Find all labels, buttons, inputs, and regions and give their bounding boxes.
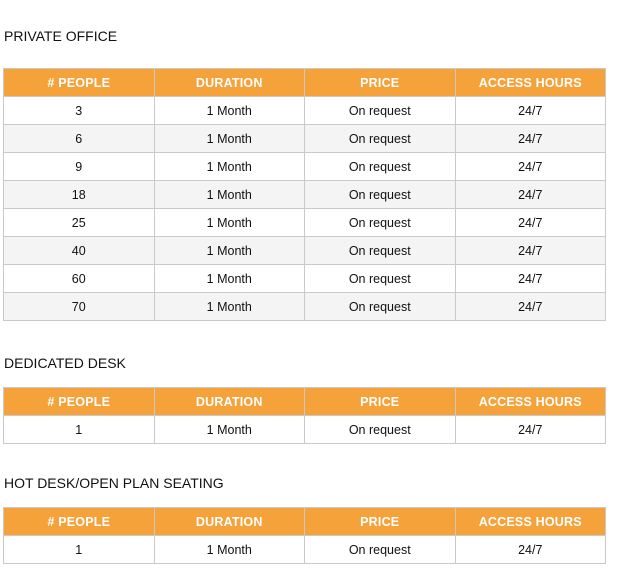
header-access-hours: ACCESS HOURS	[455, 388, 606, 416]
cell-price: On request	[305, 97, 456, 125]
cell-price: On request	[305, 237, 456, 265]
header-access-hours: ACCESS HOURS	[455, 508, 606, 536]
cell-people: 1	[4, 536, 155, 564]
cell-access-hours: 24/7	[455, 416, 606, 444]
cell-duration: 1 Month	[154, 181, 305, 209]
cell-price: On request	[305, 293, 456, 321]
table-header-row	[4, 69, 606, 97]
cell-price: On request	[305, 125, 456, 153]
cell-access-hours: 24/7	[455, 237, 606, 265]
cell-access-hours: 24/7	[455, 293, 606, 321]
header-duration: DURATION	[154, 388, 305, 416]
table-row	[4, 153, 606, 181]
cell-duration: 1 Month	[154, 209, 305, 237]
header-duration: DURATION	[154, 508, 305, 536]
dedicated-desk-table	[3, 387, 606, 444]
cell-access-hours: 24/7	[455, 97, 606, 125]
section-title-private-office: PRIVATE OFFICE	[4, 28, 118, 44]
cell-price: On request	[305, 153, 456, 181]
header-people: # PEOPLE	[4, 69, 155, 97]
private-office-table	[3, 68, 606, 321]
cell-people: 18	[4, 181, 155, 209]
table-header-row	[4, 508, 606, 536]
cell-price: On request	[305, 536, 456, 564]
cell-people: 25	[4, 209, 155, 237]
table-row	[4, 265, 606, 293]
header-price: PRICE	[305, 69, 456, 97]
table-row	[4, 97, 606, 125]
table-row	[4, 125, 606, 153]
cell-price: On request	[305, 209, 456, 237]
cell-people: 60	[4, 265, 155, 293]
cell-people: 6	[4, 125, 155, 153]
cell-duration: 1 Month	[154, 153, 305, 181]
cell-duration: 1 Month	[154, 416, 305, 444]
section-title-dedicated-desk: DEDICATED DESK	[4, 355, 126, 371]
cell-access-hours: 24/7	[455, 125, 606, 153]
cell-access-hours: 24/7	[455, 181, 606, 209]
cell-duration: 1 Month	[154, 293, 305, 321]
cell-people: 9	[4, 153, 155, 181]
cell-access-hours: 24/7	[455, 536, 606, 564]
table-row	[4, 293, 606, 321]
cell-people: 70	[4, 293, 155, 321]
cell-access-hours: 24/7	[455, 153, 606, 181]
cell-people: 40	[4, 237, 155, 265]
cell-duration: 1 Month	[154, 265, 305, 293]
cell-price: On request	[305, 416, 456, 444]
cell-people: 1	[4, 416, 155, 444]
hot-desk-table	[3, 507, 606, 564]
header-price: PRICE	[305, 388, 456, 416]
cell-people: 3	[4, 97, 155, 125]
section-title-hot-desk: HOT DESK/OPEN PLAN SEATING	[4, 475, 224, 491]
cell-price: On request	[305, 181, 456, 209]
cell-duration: 1 Month	[154, 237, 305, 265]
table-row	[4, 536, 606, 564]
cell-duration: 1 Month	[154, 125, 305, 153]
header-people: # PEOPLE	[4, 508, 155, 536]
cell-duration: 1 Month	[154, 536, 305, 564]
table-row	[4, 181, 606, 209]
table-row	[4, 209, 606, 237]
header-duration: DURATION	[154, 69, 305, 97]
cell-price: On request	[305, 265, 456, 293]
cell-access-hours: 24/7	[455, 265, 606, 293]
cell-access-hours: 24/7	[455, 209, 606, 237]
table-header-row	[4, 388, 606, 416]
header-price: PRICE	[305, 508, 456, 536]
header-people: # PEOPLE	[4, 388, 155, 416]
cell-duration: 1 Month	[154, 97, 305, 125]
table-row	[4, 416, 606, 444]
header-access-hours: ACCESS HOURS	[455, 69, 606, 97]
table-row	[4, 237, 606, 265]
